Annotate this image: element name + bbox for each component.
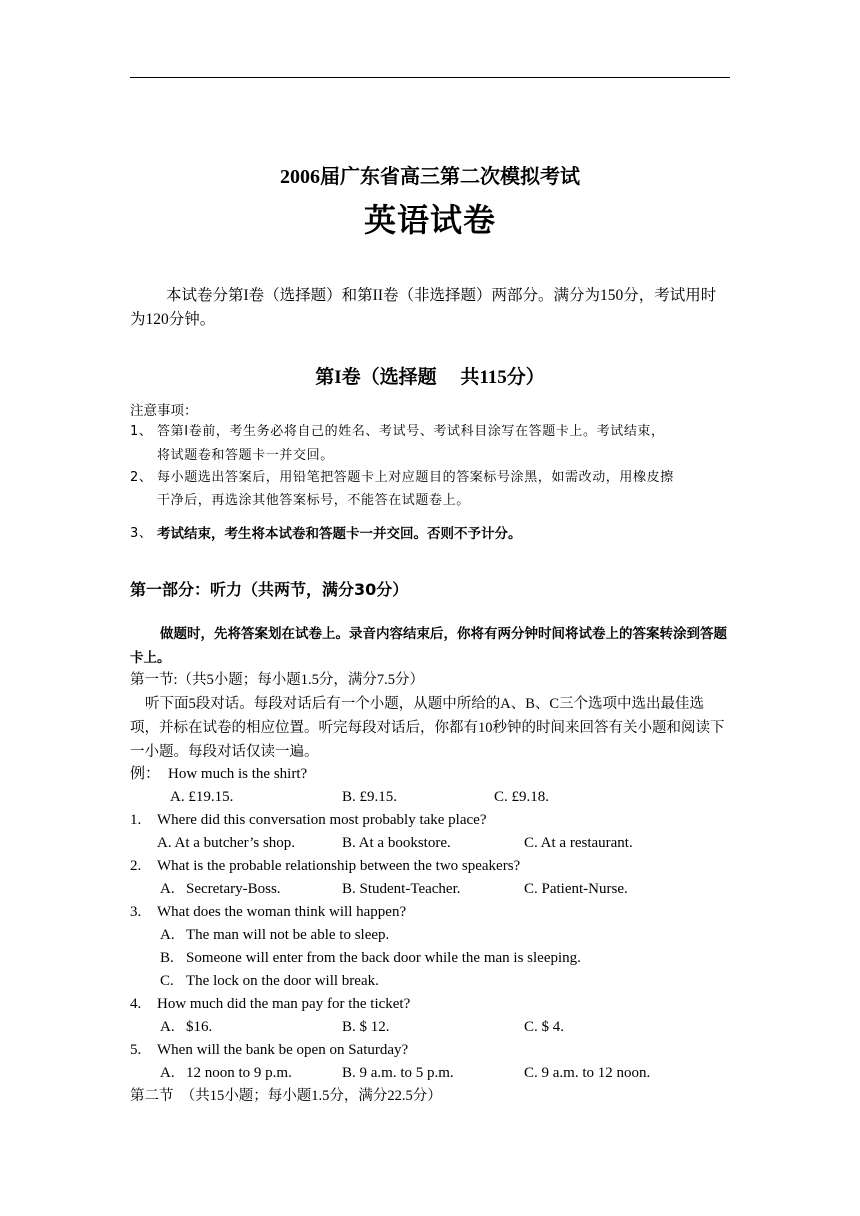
example-label: 例： xyxy=(130,766,161,782)
q4-text: How much did the man pay for the ticket? xyxy=(157,996,411,1012)
q3-option-c: The lock on the door will break. xyxy=(186,973,379,989)
q3-option-b: Someone will enter from the back door while the man is sleeping. xyxy=(186,950,581,966)
q1-option-b: B. At a bookstore. xyxy=(342,835,451,851)
q3-option-a: The man will not be able to sleep. xyxy=(186,927,390,943)
notice-heading: 注意事项： xyxy=(130,403,198,419)
section1-subheading: 第一节:（共5小题；每小题1.5分，满分7.5分） xyxy=(130,672,425,688)
q3-number: 3. xyxy=(130,904,142,920)
notice-item2-number: 2、 xyxy=(130,470,153,485)
q2-option-a: Secretary-Boss. xyxy=(186,881,281,897)
q1-text: Where did this conversation most probably take place? xyxy=(157,812,487,828)
q5-option-b: B. 9 a.m. to 5 p.m. xyxy=(342,1065,454,1081)
q5-option-c: C. 9 a.m. to 12 noon. xyxy=(524,1065,651,1081)
notice-item1-number: 1、 xyxy=(130,424,153,439)
q3-option-b-label: B. xyxy=(160,950,174,966)
exam-subtitle: 2006届广东省高三第二次模拟考试 xyxy=(280,166,580,188)
part1-instructions: 做题时，先将答案划在试卷上。录音内容结束后，你将有两分钟时间将试卷上的答案转涂到答题卡上。 xyxy=(130,626,727,666)
q3-option-c-label: C. xyxy=(160,973,174,989)
notice-item1-line1: 答第I卷前，考生务必将自己的姓名、考试号、考试科目涂写在答题卡上。考试结束， xyxy=(157,424,665,439)
q3-text: What does the woman think will happen? xyxy=(157,904,407,920)
section2-subheading: 第二节 （共15小题；每小题1.5分，满分22.5分） xyxy=(130,1088,442,1104)
q5-option-a-label: A. xyxy=(160,1065,175,1081)
section1-heading: 第I卷（选择题 共115分） xyxy=(315,367,545,388)
q4-number: 4. xyxy=(130,996,142,1012)
notice-item3-text: 考试结束，考生将本试卷和答题卡一并交回。否则不予计分。 xyxy=(157,526,522,542)
q5-text: When will the bank be open on Saturday? xyxy=(157,1042,409,1058)
q2-option-a-label: A. xyxy=(160,881,175,897)
intro-paragraph: 本试卷分第I卷（选择题）和第II卷（非选择题）两部分。满分为150分，考试用时为120分钟。 xyxy=(130,287,717,328)
q2-number: 2. xyxy=(130,858,142,874)
q1-number: 1. xyxy=(130,812,142,828)
exam-title: 英语试卷 xyxy=(363,202,496,238)
q4-option-a-label: A. xyxy=(160,1019,175,1035)
example-question: How much is the shirt? xyxy=(168,766,308,782)
q3-option-a-label: A. xyxy=(160,927,175,943)
q4-option-b: B. $ 12. xyxy=(342,1019,390,1035)
header-rule xyxy=(130,77,730,78)
notice-item3-number: 3、 xyxy=(130,526,153,541)
q1-option-a: A. At a butcher’s shop. xyxy=(157,835,296,851)
q4-option-a: $16. xyxy=(186,1019,213,1035)
q4-option-c: C. $ 4. xyxy=(524,1019,565,1035)
notice-item2-line2: 干净后，再选涂其他答案标号，不能答在试题卷上。 xyxy=(157,493,470,508)
example-option-b: B. £9.15. xyxy=(342,789,398,805)
example-option-a: A. £19.15. xyxy=(170,789,234,805)
example-option-c: C. £9.18. xyxy=(494,789,550,805)
q2-option-c: C. Patient-Nurse. xyxy=(524,881,628,897)
q5-option-a: 12 noon to 9 p.m. xyxy=(186,1065,292,1081)
q1-option-c: C. At a restaurant. xyxy=(524,835,633,851)
notice-item2-line1: 每小题选出答案后，用铅笔把答题卡上对应题目的答案标号涂黑，如需改动，用橡皮擦 xyxy=(157,470,674,485)
q2-text: What is the probable relationship between the two speakers? xyxy=(157,858,521,874)
part1-heading: 第一部分：听力（共两节，满分30分） xyxy=(130,580,409,599)
q5-number: 5. xyxy=(130,1042,142,1058)
q2-option-b: B. Student-Teacher. xyxy=(342,881,461,897)
section1-instructions: 听下面5段对话。每段对话后有一个小题，从题中所给的A、B、C三个选项中选出最佳选项，并标在试卷的相应位置。听完每段对话后，你都有10秒钟的时间来回答有关小题和阅读下一小题。每段对话仅读一遍。 xyxy=(130,696,725,760)
notice-item1-line2: 将试题卷和答题卡一并交回。 xyxy=(157,448,334,463)
